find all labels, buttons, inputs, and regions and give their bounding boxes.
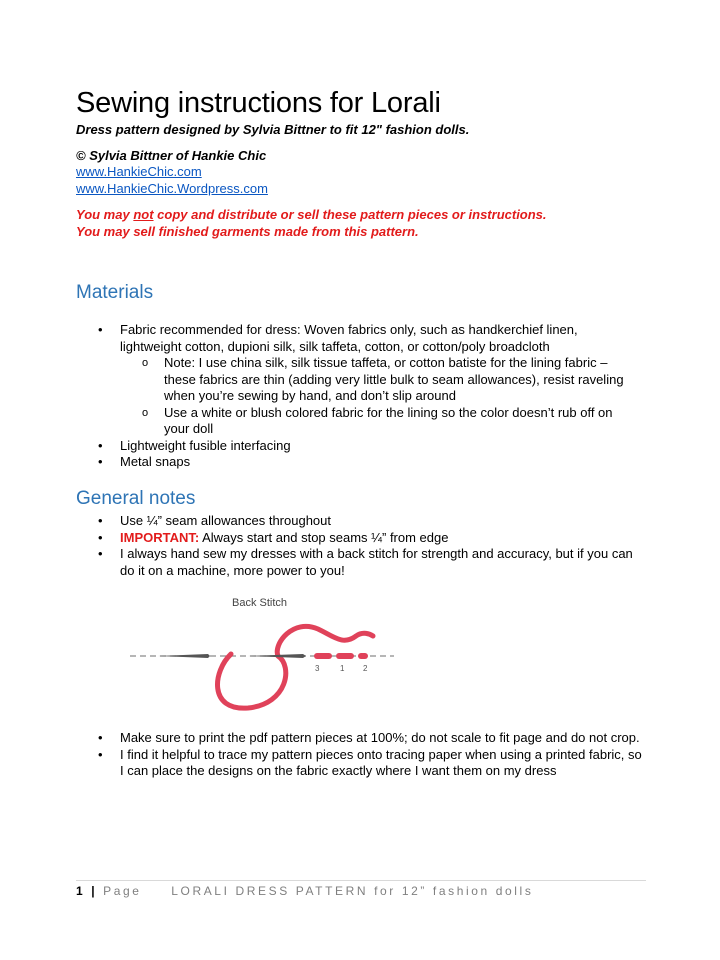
list-item: • IMPORTANT: Always start and stop seams ¼” from edge xyxy=(98,529,449,545)
thread-curve xyxy=(218,626,373,708)
list-item: • Make sure to print the pdf pattern pieces at 100%; do not scale to fit page and do not crop. xyxy=(98,730,640,745)
sell-notice: You may sell finished garments made from this pattern. xyxy=(76,224,419,239)
materials-heading: Materials xyxy=(76,282,154,303)
list-item: • Lightweight fusible interfacing xyxy=(98,437,291,453)
stitch-mark xyxy=(336,653,354,659)
document-subtitle: Dress pattern designed by Sylvia Bittner to fit 12" fashion dolls. xyxy=(76,122,470,137)
important-label: IMPORTANT: xyxy=(120,529,200,545)
list-item: • I always hand sew my dresses with a back stitch for strength and accuracy, but if you can do it on a machine, more power to you! xyxy=(98,546,633,578)
footer-divider xyxy=(76,880,646,881)
stitch-mark xyxy=(358,653,368,659)
list-item: • I find it helpful to trace my pattern pieces onto tracing paper when using a printed fabric, so I can place the designs on the fabric exactly where I want them on my dress xyxy=(98,746,642,778)
page-number: 1 xyxy=(76,884,86,898)
list-sub-item: o Use a white or blush colored fabric for the lining so the color doesn’t rub off on your doll xyxy=(142,404,613,436)
needle-icon xyxy=(158,654,210,658)
website-link[interactable]: www.HankieChic.com xyxy=(76,164,202,179)
not-emphasis: not xyxy=(133,207,154,222)
list-item: • Fabric recommended for dress: Woven fabrics only, such as handkerchief linen, lightweight cotton, dupioni silk, silk taffeta, cotton, or cotton/poly broadcloth xyxy=(98,322,578,354)
general-notes-heading: General notes xyxy=(76,488,196,509)
stitch-label: 1 xyxy=(340,664,345,673)
back-stitch-illustration xyxy=(128,596,398,718)
page-word: Page xyxy=(103,884,142,898)
materials-list xyxy=(98,322,640,471)
stitch-label: 3 xyxy=(315,664,320,673)
blog-link[interactable]: www.HankieChic.Wordpress.com xyxy=(76,181,268,196)
list-item: • Metal snaps xyxy=(98,454,191,469)
copy-warning: You may not copy and distribute or sell these pattern pieces or instructions. xyxy=(76,207,547,222)
stitch-mark xyxy=(314,653,332,659)
copyright-notice: © Sylvia Bittner of Hankie Chic xyxy=(76,148,267,163)
stitch-label: 2 xyxy=(363,664,368,673)
general-notes-list-continued xyxy=(98,730,645,780)
document-title: Sewing instructions for Lorali xyxy=(76,87,441,119)
list-sub-item: o Note: I use china silk, silk tissue taffeta, or cotton batiste for the lining fabric – these fabrics are thin (adding very little bulk to seam allowances), resist raveling when you’re sewing by hand, and don’t slip around xyxy=(142,355,624,403)
page-footer: 1 | Page LORALI DRESS PATTERN for 12” fashion dolls xyxy=(76,884,534,898)
list-item: • Use ¼” seam allowances throughout xyxy=(98,513,332,528)
footer-text: LORALI DRESS PATTERN for 12” fashion dolls xyxy=(171,884,534,898)
general-notes-list xyxy=(98,513,645,579)
figure-caption: Back Stitch xyxy=(232,597,288,609)
